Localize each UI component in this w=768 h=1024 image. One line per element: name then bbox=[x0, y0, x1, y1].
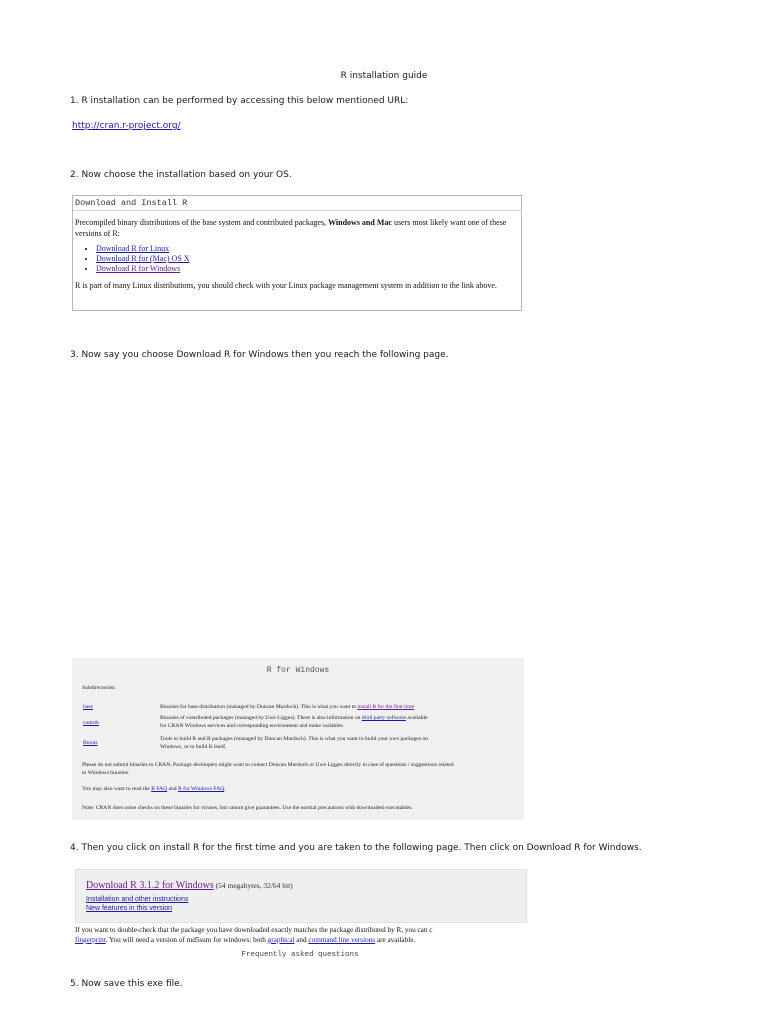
download-r-screenshot bbox=[75, 869, 527, 923]
step-4-text: 4. Then you click on install R for the first time and you are taken to the following page. Then click on Download R for Windows. bbox=[70, 843, 642, 853]
download-size-text: (54 megabytes, 32/64 bit) bbox=[213, 881, 293, 890]
contrib-description-2: for CRAN Windows services and corresponding environment and make variables. bbox=[160, 723, 344, 729]
r-for-windows-screenshot bbox=[72, 658, 524, 820]
command-line-versions-link[interactable]: command line versions bbox=[308, 936, 376, 944]
download-r-windows-link[interactable]: Download R 3.1.2 for Windows bbox=[86, 880, 214, 891]
contrib-description: Binaries of contributed packages (managed by Uwe Ligges). There is also information on third party software available bbox=[160, 715, 428, 721]
r-for-windows-title: R for Windows bbox=[266, 666, 330, 675]
base-description: Binaries for base distribution (managed by Duncan Murdoch). This is what you want to install R for the first time bbox=[160, 704, 415, 710]
download-install-header: Download and Install R bbox=[73, 196, 521, 211]
page-title: R installation guide bbox=[340, 71, 428, 81]
binaries-note: Please do not submit binaries to CRAN. Package developers might want to contact Duncan Murdoch or Uwe Ligges directly in case of questions / suggestions related bbox=[82, 762, 454, 768]
r-faq-link[interactable]: R FAQ bbox=[151, 786, 168, 792]
md5-check-text: If you want to double-check that the package you have downloaded exactly matches the package distributed by R, you can c fingerprint. You will need a version of md5sum for windows: both graphical and command line versions are available. bbox=[75, 926, 433, 944]
third-party-software-link[interactable]: third party software bbox=[361, 715, 406, 721]
download-windows-link[interactable]: Download R for Windows bbox=[96, 264, 181, 273]
download-os-list bbox=[73, 244, 521, 274]
download-install-screenshot bbox=[72, 195, 522, 311]
download-intro-text: Precompiled binary distributions of the base system and contributed packages, Windows and Mac users most likely want one of these versions of R: bbox=[75, 218, 507, 238]
binaries-note-2: to Windows binaries. bbox=[82, 770, 130, 776]
step-3-text: 3. Now say you choose Download R for Windows then you reach the following page. bbox=[70, 350, 449, 360]
download-mac-link[interactable]: Download R for (Mac) OS X bbox=[96, 254, 190, 263]
step-1-text: 1. R installation can be performed by accessing this below mentioned URL: bbox=[70, 96, 409, 106]
fingerprint-link[interactable]: fingerprint bbox=[75, 936, 106, 944]
graphical-link[interactable]: graphical bbox=[267, 936, 295, 944]
subdirectories-label: Subdirectories: bbox=[82, 685, 116, 691]
frequently-asked-questions-heading: Frequently asked questions bbox=[241, 951, 359, 959]
cran-url-link[interactable]: http://cran.r-project.org/ bbox=[72, 121, 181, 131]
base-link[interactable]: base bbox=[83, 704, 93, 710]
rtools-description-2: Windows, or to build R itself. bbox=[160, 744, 227, 750]
list-item bbox=[96, 254, 521, 264]
rtools-link[interactable]: Rtools bbox=[83, 740, 98, 746]
step-5-text: 5. Now save this exe file. bbox=[70, 979, 183, 989]
install-first-time-link[interactable]: install R for the first time bbox=[357, 704, 415, 710]
installation-instructions-link[interactable]: Installation and other instructions bbox=[86, 896, 189, 903]
download-linux-link[interactable]: Download R for Linux bbox=[96, 244, 170, 253]
download-r-line bbox=[86, 880, 293, 891]
contrib-link[interactable]: contrib bbox=[83, 720, 99, 726]
list-item bbox=[96, 244, 521, 254]
faq-note: You may also want to read the R FAQ and R for Windows FAQ. bbox=[82, 786, 226, 792]
list-item bbox=[96, 264, 521, 274]
step-2-text: 2. Now choose the installation based on your OS. bbox=[70, 170, 292, 180]
rtools-description: Tools to build R and R packages (managed by Duncan Murdoch). This is what you want to build your own packages on bbox=[160, 736, 428, 742]
r-windows-faq-link[interactable]: R for Windows FAQ bbox=[177, 786, 225, 792]
download-outro-text: R is part of many Linux distributions, you should check with your Linux package management system in addition to the link above. bbox=[75, 281, 497, 290]
new-features-link[interactable]: New features in this version bbox=[86, 905, 172, 912]
virus-warning: Note: CRAN does some checks on these binaries for viruses, but cannot give guarantees. Use the normal precautions with downloaded executables. bbox=[82, 805, 413, 811]
